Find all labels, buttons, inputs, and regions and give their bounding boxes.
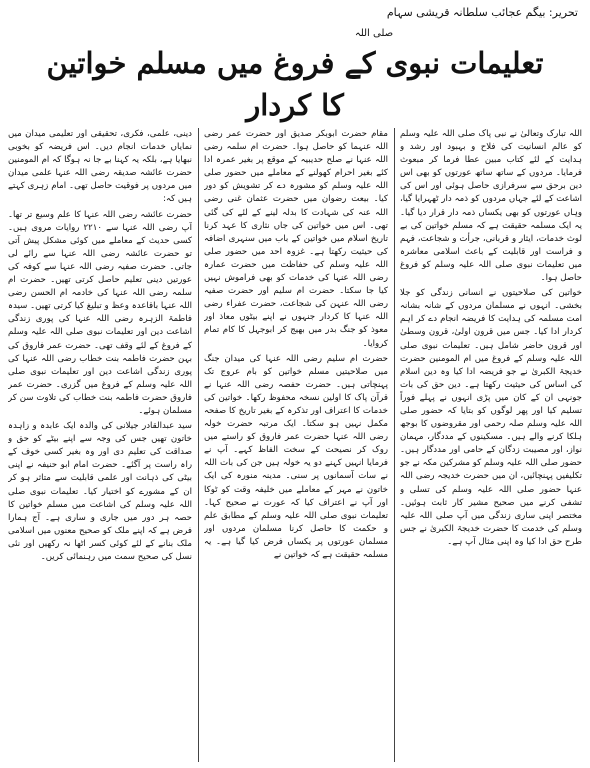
paragraph: سید عبدالقادر جیلانی کی والدہ ایک عابدہ و زاہدہ خاتون تھیں جس کی وجہ سے اپنے بیٹے کو حق و صداقت کی تعلیم دی اور وہ بغیر کسی خوف کے راہ راست پر آگئے۔ حضرت امام ابو حنیفہ نے اپنی بیٹی کی ذہانت اور علمی قابلیت سے متاثر ہو کر ان کے مشورے کو اختیار کیا۔ تعلیمات نبوی صلی اللہ علیہ وسلم کی اشاعت میں مسلم خواتین کا حصہ ہر دور میں جاری و ساری ہے۔ آج ہمارا فرض ہے کہ اپنے ملک کو صحیح معنوں میں اسلامی ملک بنانے کے لئے کوئی کسر اٹھا نہ رکھیں اور نئی نسل کی صحیح سمت میں رہنمائی کریں۔	[8, 421, 192, 562]
honorific-calligraphy: صلی اللہ	[354, 28, 394, 39]
article-column-1	[400, 128, 582, 762]
article-column-3	[8, 128, 192, 762]
paragraph: اللہ تبارک وتعالیٰ نے نبی پاک صلی اللہ علیہ وسلم کو عالم انسانیت کی فلاح و بہبود اور رشد و ہدایت کے لئے کتاب مبین عطا فرما کر مبعوث فرمایا۔ مردوں کے ساتھ ساتھ عورتوں کو بھی اس دین برحق سے سرفرازی حاصل ہوئی اور اس کی اشاعت کے لئے جہاں مردوں کو ذمہ دار ٹھہرایا گیا، وہاں عورتوں کو بھی یکساں ذمہ دار قرار دیا گیا۔ یہ ایک مسلمہ حقیقت ہے کہ مسلم خواتین کی بے لوث خدمات، ایثار و قربانی، جرأت و شجاعت، فہم و فراست اور قابلیت کے باعث اسلامی معاشرہ میں تعلیمات نبوی صلی اللہ علیہ وسلم کو فروغ حاصل ہوا۔	[400, 129, 582, 284]
paragraph: حضرت عائشہ رضی اللہ عنہا کا علم وسیع تر تھا۔ آپ رضی اللہ عنہا سے ۲۲۱۰ روایات مروی ہیں۔ کسی حدیث کے معاملے میں کوئی مشکل پیش آتی تو حضرت عائشہ رضی اللہ عنہا سے رائے لی جاتی۔ حضرت صفیہ رضی اللہ عنہا سے کوفہ کی عورتیں دینی تعلیم حاصل کرتی تھیں۔ حضرت ام سلمہ رضی اللہ عنہا کی خادمہ ام الحسن رضی اللہ عنہا باقاعدہ وعظ و تبلیغ کیا کرتی تھیں۔ سیدہ فاطمۃ الزہرہ رضی اللہ عنہا کی پوری زندگی اشاعت دین اور تعلیمات نبوی صلی اللہ علیہ وسلم کے فروغ کے لئے وقف تھی۔ حضرت عمر فاروق کی بہن حضرت فاطمہ بنت خطاب رضی اللہ عنہا کی پوری زندگی اشاعت دین اور تعلیمات نبوی صلی اللہ علیہ وسلم کے فروغ میں گزری۔ حضرت عمر فاروق حضرت فاطمہ بنت خطاب کی تلاوت سن کر مسلمان ہوئے۔	[8, 209, 192, 416]
paragraph: خواتین کی صلاحیتوں نے انسانی زندگی کو جلا بخشی۔ انہوں نے مسلمان مردوں کے شانہ بشانہ امت مسلمہ کی ہدایت کا فریضہ انجام دے کر اہم کردار ادا کیا۔ جس میں قرون اولیٰ، قرون وسطیٰ اور قرون حاضر شامل ہیں۔ تعلیمات نبوی صلی اللہ علیہ وسلم کے فروغ میں ام المومنین حضرت خدیجۃ الکبریٰ نے جو فریضہ ادا کیا وہ دین اسلام کی اساس کی حیثیت رکھتا ہے۔ دین حق کی بات جونہی ان کے کان میں پڑی انہوں نے پہلے فوراً تسلیم کیا اور پھر لوگوں کو بتایا کہ حضور صلی اللہ علیہ وسلم صلہ رحمی اور مقروضوں کا بوجھ ہلکا کرنے والے ہیں۔ مسکینوں کے مددگار، مہمان نواز، اور مصیبت زدگان کے حامی اور مددگار ہیں۔ حضور صلی اللہ علیہ وسلم کو مشرکین مکہ نے جو تکلیفیں پہنچائیں، ان میں حضرت خدیجہ رضی اللہ عنہا حضور صلی اللہ علیہ وسلم کی تسلی و تشفی کرنے میں صحیح مشیر کار ثابت ہوئیں۔ مختصر اپنی ساری زندگی میں آپ صلی اللہ علیہ وسلم کی خدمت کا حضرت خدیجۃ الکبریٰ نے جس طرح حق ادا کیا وہ اپنی مثال آپ ہے۔	[400, 288, 582, 547]
column-divider	[394, 128, 395, 762]
paragraph: دینی، علمی، فکری، تحقیقی اور تعلیمی میدان میں نمایاں خدمات انجام دیں۔ اس فریضہ کو بخوبی نبھایا ہے، بلکہ یہ کہنا بے جا نہ ہوگا کہ ام المومنین حضرت عائشہ صدیقہ رضی اللہ عنہا علمی میدان میں مردوں پر فوقیت حاصل تھی۔ امام زہری کہتے ہیں کہ:	[8, 129, 192, 205]
paragraph: حضرت ام سلیم رضی اللہ عنہا کی میدان جنگ میں صلاحیتیں مسلم خواتین کو بام عروج تک پہنچاتی ہیں۔ حضرت حفصہ رضی اللہ عنہا نے قرآن پاک کا اولین نسخہ محفوظ رکھا۔ خواتین کی خدمات کا اعتراف اور تذکرہ کے بغیر تاریخ کا صفحہ مکمل نہیں ہو سکتا۔ ایک مرتبہ حضرت خولہ رضی اللہ عنہا حضرت عمر فاروق کو راستے میں روک کر نصیحت کے سخت الفاظ کہے۔ آپ نے فرمایا انہیں کہنے دو یہ خولہ ہیں جن کی بات اللہ نے سات آسمانوں پر سنی۔ مدینہ منورہ کی ایک خاتون نے مہر کے معاملے میں خلیفہ وقت کو ٹوکا اور آپ نے اعتراف کیا کہ عورت نے صحیح کہا۔ تعلیمات نبوی صلی اللہ علیہ وسلم کے مطابق علم و حکمت کا حاصل کرنا مسلمان مردوں اور مسلمان عورتوں پر یکساں فرض کیا گیا ہے۔ یہ مسلمہ حقیقت ہے کہ خواتین نے	[204, 353, 388, 560]
paragraph: مقام حضرت ابوبکر صدیق اور حضرت عمر رضی اللہ عنہما کو حاصل ہوا۔ حضرت ام سلمہ رضی اللہ عنہا نے صلح حدیبیہ کے موقع پر بغیر عمرہ ادا کئے بغیر احرام کھولنے کے معاملے میں حضور صلی اللہ علیہ وسلم کو مشورہ دے کر تشویش کو دور کیا۔ بیعت رضوان میں حضرت عثمان غنی رضی اللہ عنہ کی شہادت کا بدلہ لینے کے لئے کی گئی تھی۔ اس میں خواتین کی جاں نثاری کا عہد کرنا تاریخ اسلام میں خواتین کے باب میں سنہری اضافہ کی حیثیت رکھتا ہے۔ غزوہ احد میں حضور صلی اللہ علیہ وسلم کی حفاظت میں حضرت عمارہ رضی اللہ عنہا کی خدمات کو بھی فراموش نہیں کیا جا سکتا۔ حضرت ام سلیم اور حضرت صفیہ رضی اللہ عنہن کی شجاعت، حضرت عفراء رضی اللہ عنہا کا کردار جنہوں نے اپنے بیٹوں معاذ اور معوذ کو جنگ بدر میں بھیج کر ابوجہل کا کام تمام کروایا۔	[204, 129, 388, 349]
column-divider	[198, 128, 199, 762]
article-headline: تعلیمات نبوی کے فروغ میں مسلم خواتین کا کردار	[46, 46, 544, 122]
byline: تحریر: بیگم عجائب سلطانہ قریشی سہام	[386, 6, 578, 19]
article-column-2	[204, 128, 388, 762]
